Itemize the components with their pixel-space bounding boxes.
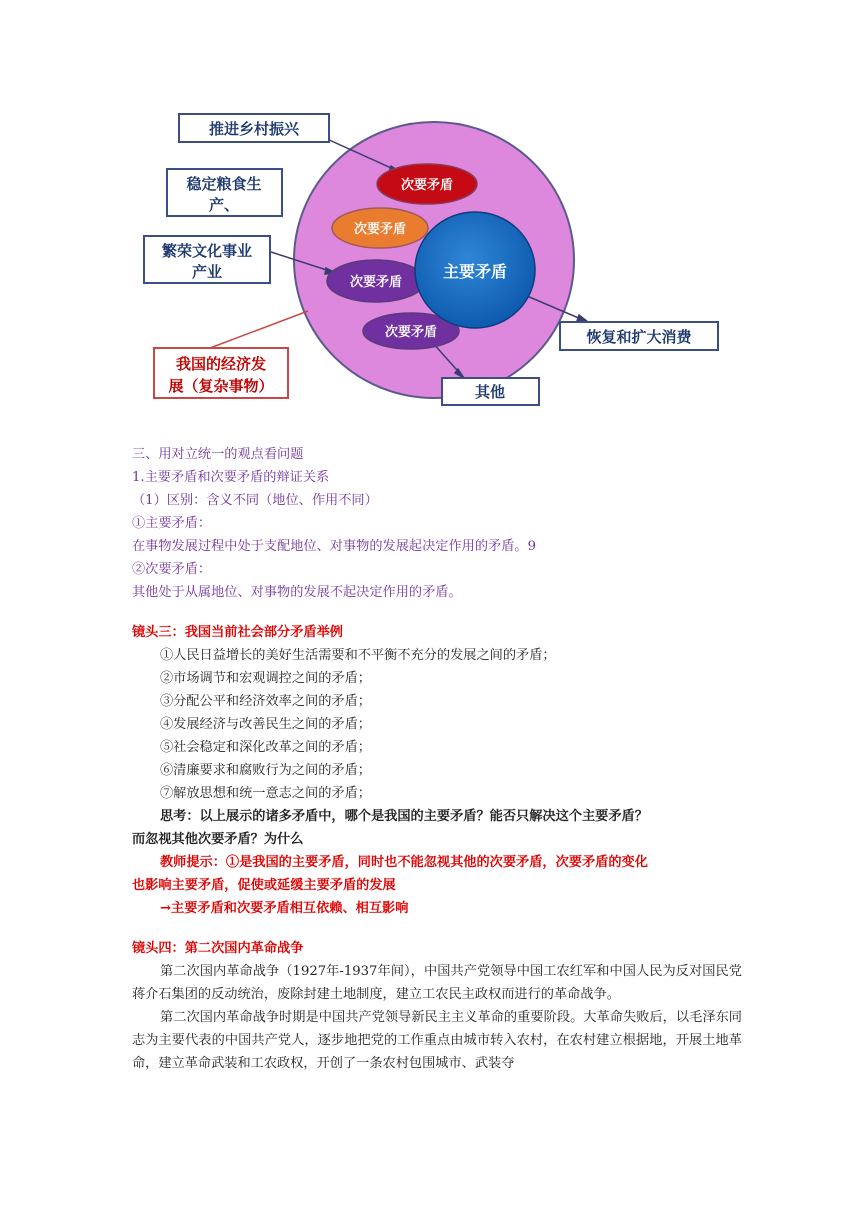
- arrowhead-consume: [577, 315, 588, 322]
- box-culture-label-1: 繁荣文化事业: [161, 242, 253, 260]
- secondary-contradiction-purple-2-label: 次要矛盾: [384, 325, 438, 340]
- connector-economy: [210, 311, 308, 348]
- contradiction-item: ⑤社会稳定和深化改革之间的矛盾；: [160, 740, 371, 755]
- secondary-label: ②次要矛盾：: [132, 562, 212, 577]
- box-economy-label-1: 我国的经济发: [175, 355, 267, 373]
- box-grain-label-1: 稳定粮食生: [186, 175, 262, 193]
- contradiction-diagram: [0, 0, 860, 420]
- box-economy-label-2: 展（复杂事物）: [168, 377, 274, 395]
- box-consume-label: 恢复和扩大消费: [586, 328, 692, 346]
- box-culture-label-2: 产业: [191, 263, 223, 281]
- box-other-label: 其他: [474, 383, 506, 401]
- teacher-hint-1: 教师提示：①是我国的主要矛盾，同时也不能忽视其他的次要矛盾，次要矛盾的变化: [160, 855, 648, 870]
- contradiction-item: ⑦解放思想和统一意志之间的矛盾；: [160, 786, 371, 801]
- document-body: [132, 443, 742, 1075]
- shot4-paragraph-1: 第二次国内革命战争（1927年-1937年间），中国共产党领导中国工农红军和中国人民为反对国民党蒋介石集团的反动统治，废除封建土地制度，建立工农民主政权而进行的革命战争。: [132, 964, 742, 1002]
- distinction-heading: （1）区别：含义不同（地位、作用不同）: [132, 493, 378, 508]
- principal-contradiction-label: 主要矛盾: [442, 262, 508, 281]
- shot4-paragraph-2: 第二次国内革命战争时期是中国共产党领导新民主主义革命的重要阶段。大革命失败后，以毛泽东同志为主要代表的中国共产党人，逐步地把党的工作重点由城市转入农村，在农村建立根据地，开展土地革命，建立革命武装和工农政权，开创了一条农村包围城市、武装夺: [132, 1010, 742, 1071]
- contradiction-item: ④发展经济与改善民生之间的矛盾；: [160, 717, 371, 732]
- think-question-1: 思考：以上展示的诸多矛盾中，哪个是我国的主要矛盾？能否只解决这个主要矛盾？: [160, 809, 648, 824]
- think-question-2: 而忽视其他次要矛盾？为什么: [132, 832, 304, 847]
- shot3-title: 镜头三：我国当前社会部分矛盾举例: [132, 625, 343, 640]
- secondary-contradiction-purple-1-label: 次要矛盾: [349, 275, 403, 290]
- subsection-heading: 1.主要矛盾和次要矛盾的辩证关系: [132, 470, 330, 485]
- box-grain-label-2: 产、: [208, 196, 240, 214]
- contradiction-item: ②市场调节和宏观调控之间的矛盾；: [160, 671, 371, 686]
- teacher-hint-2: 也影响主要矛盾，促使或延缓主要矛盾的发展: [132, 878, 396, 893]
- secondary-contradiction-red-label: 次要矛盾: [400, 178, 454, 193]
- contradiction-item: ①人民日益增长的美好生活需要和不平衡不充分的发展之间的矛盾；: [160, 648, 556, 663]
- secondary-definition: 其他处于从属地位、对事物的发展不起决定作用的矛盾。: [132, 585, 462, 600]
- contradiction-item: ③分配公平和经济效率之间的矛盾；: [160, 694, 371, 709]
- secondary-contradiction-orange-label: 次要矛盾: [353, 222, 407, 237]
- conclusion: →主要矛盾和次要矛盾相互依赖、相互影响: [160, 901, 409, 916]
- principal-label: ①主要矛盾：: [132, 516, 212, 531]
- principal-definition: 在事物发展过程中处于支配地位、对事物的发展起决定作用的矛盾。9: [132, 539, 537, 554]
- shot4-title: 镜头四：第二次国内革命战争: [132, 941, 304, 956]
- contradiction-item: ⑥清廉要求和腐败行为之间的矛盾；: [160, 763, 371, 778]
- section-heading: 三、用对立统一的观点看问题: [132, 447, 304, 462]
- box-rural-label: 推进乡村振兴: [208, 120, 300, 138]
